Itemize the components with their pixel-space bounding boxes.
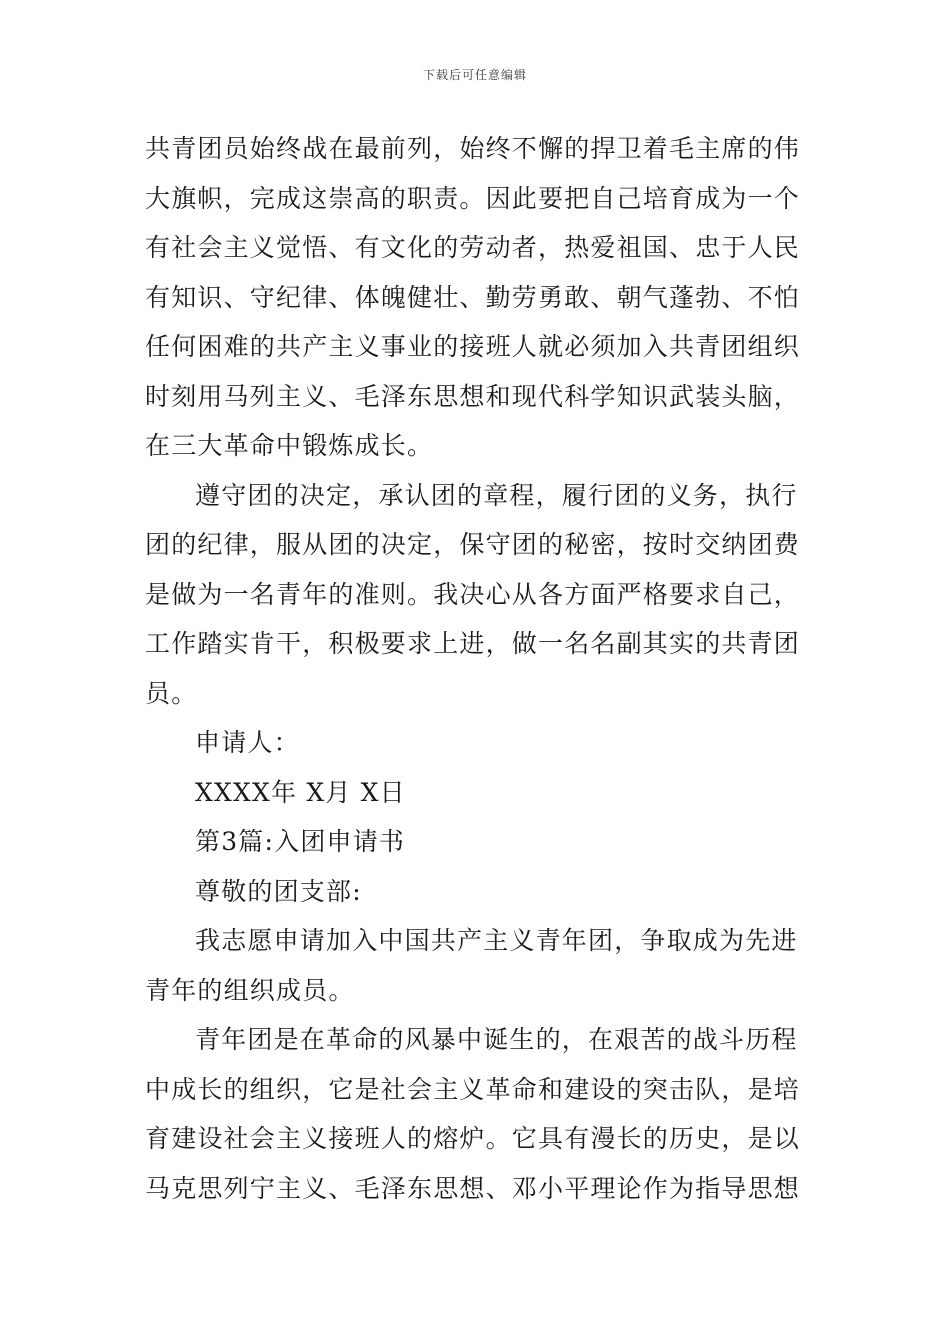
text-line: 马克思列宁主义、毛泽东思想、邓小平理论作为指导思想 (145, 1173, 801, 1203)
text-line: 工作踏实肯干，积极要求上进，做一名名副其实的共青团 (145, 629, 801, 658)
paragraph-continuation (145, 124, 807, 471)
header-note: 下载后可任意编辑 (422, 68, 527, 82)
date-line: XXXX年 X月 X日 (195, 777, 406, 807)
section-title: 第3篇:入团申请书 (195, 827, 406, 856)
text-line: 在三大革命中锻炼成长。 (145, 431, 434, 460)
text-line: 员。 (145, 678, 198, 708)
text-line: 有社会主义觉悟、有文化的劳动者，热爱祖国、忠于人民 (145, 233, 801, 262)
text-line: 青年的组织成员。 (145, 975, 355, 1005)
signature-block (145, 718, 807, 817)
paragraph-history (145, 1015, 807, 1213)
text-line: 遵守团的决定，承认团的章程，履行团的义务，执行 (195, 480, 798, 510)
text-line: 任何困难的共产主义事业的接班人就必须加入共青团组织 (145, 332, 801, 361)
text-line: 大旗帜，完成这崇高的职责。因此要把自己培育成为一个 (145, 183, 801, 213)
text-line: 时刻用马列主义、毛泽东思想和现代科学知识武装头脑， (145, 381, 801, 411)
text-line: 共青团员始终战在最前列，始终不懈的捍卫着毛主席的伟 (145, 134, 801, 163)
text-line: 青年团是在革命的风暴中诞生的，在艰苦的战斗历程 (195, 1025, 798, 1054)
text-line: 是做为一名青年的准则。我决心从各方面严格要求自己， (145, 579, 801, 609)
paragraph-intent (145, 916, 807, 1015)
applicant-label: 申请人： (195, 728, 300, 757)
section-heading-block (145, 817, 807, 916)
text-line: 我志愿申请加入中国共产主义青年团，争取成为先进 (195, 926, 798, 955)
document-body (145, 124, 807, 1213)
text-line: 团的纪律，服从团的决定，保守团的秘密，按时交纳团费 (145, 530, 801, 559)
text-line: 中成长的组织，它是社会主义革命和建设的突击队，是培 (145, 1074, 801, 1104)
paragraph-rules (145, 471, 807, 719)
text-line: 育建设社会主义接班人的熔炉。它具有漫长的历史，是以 (145, 1124, 801, 1153)
text-line: 有知识、守纪律、体魄健壮、勤劳勇敢、朝气蓬勃、不怕 (145, 282, 801, 312)
salutation: 尊敬的团支部: (195, 876, 362, 906)
